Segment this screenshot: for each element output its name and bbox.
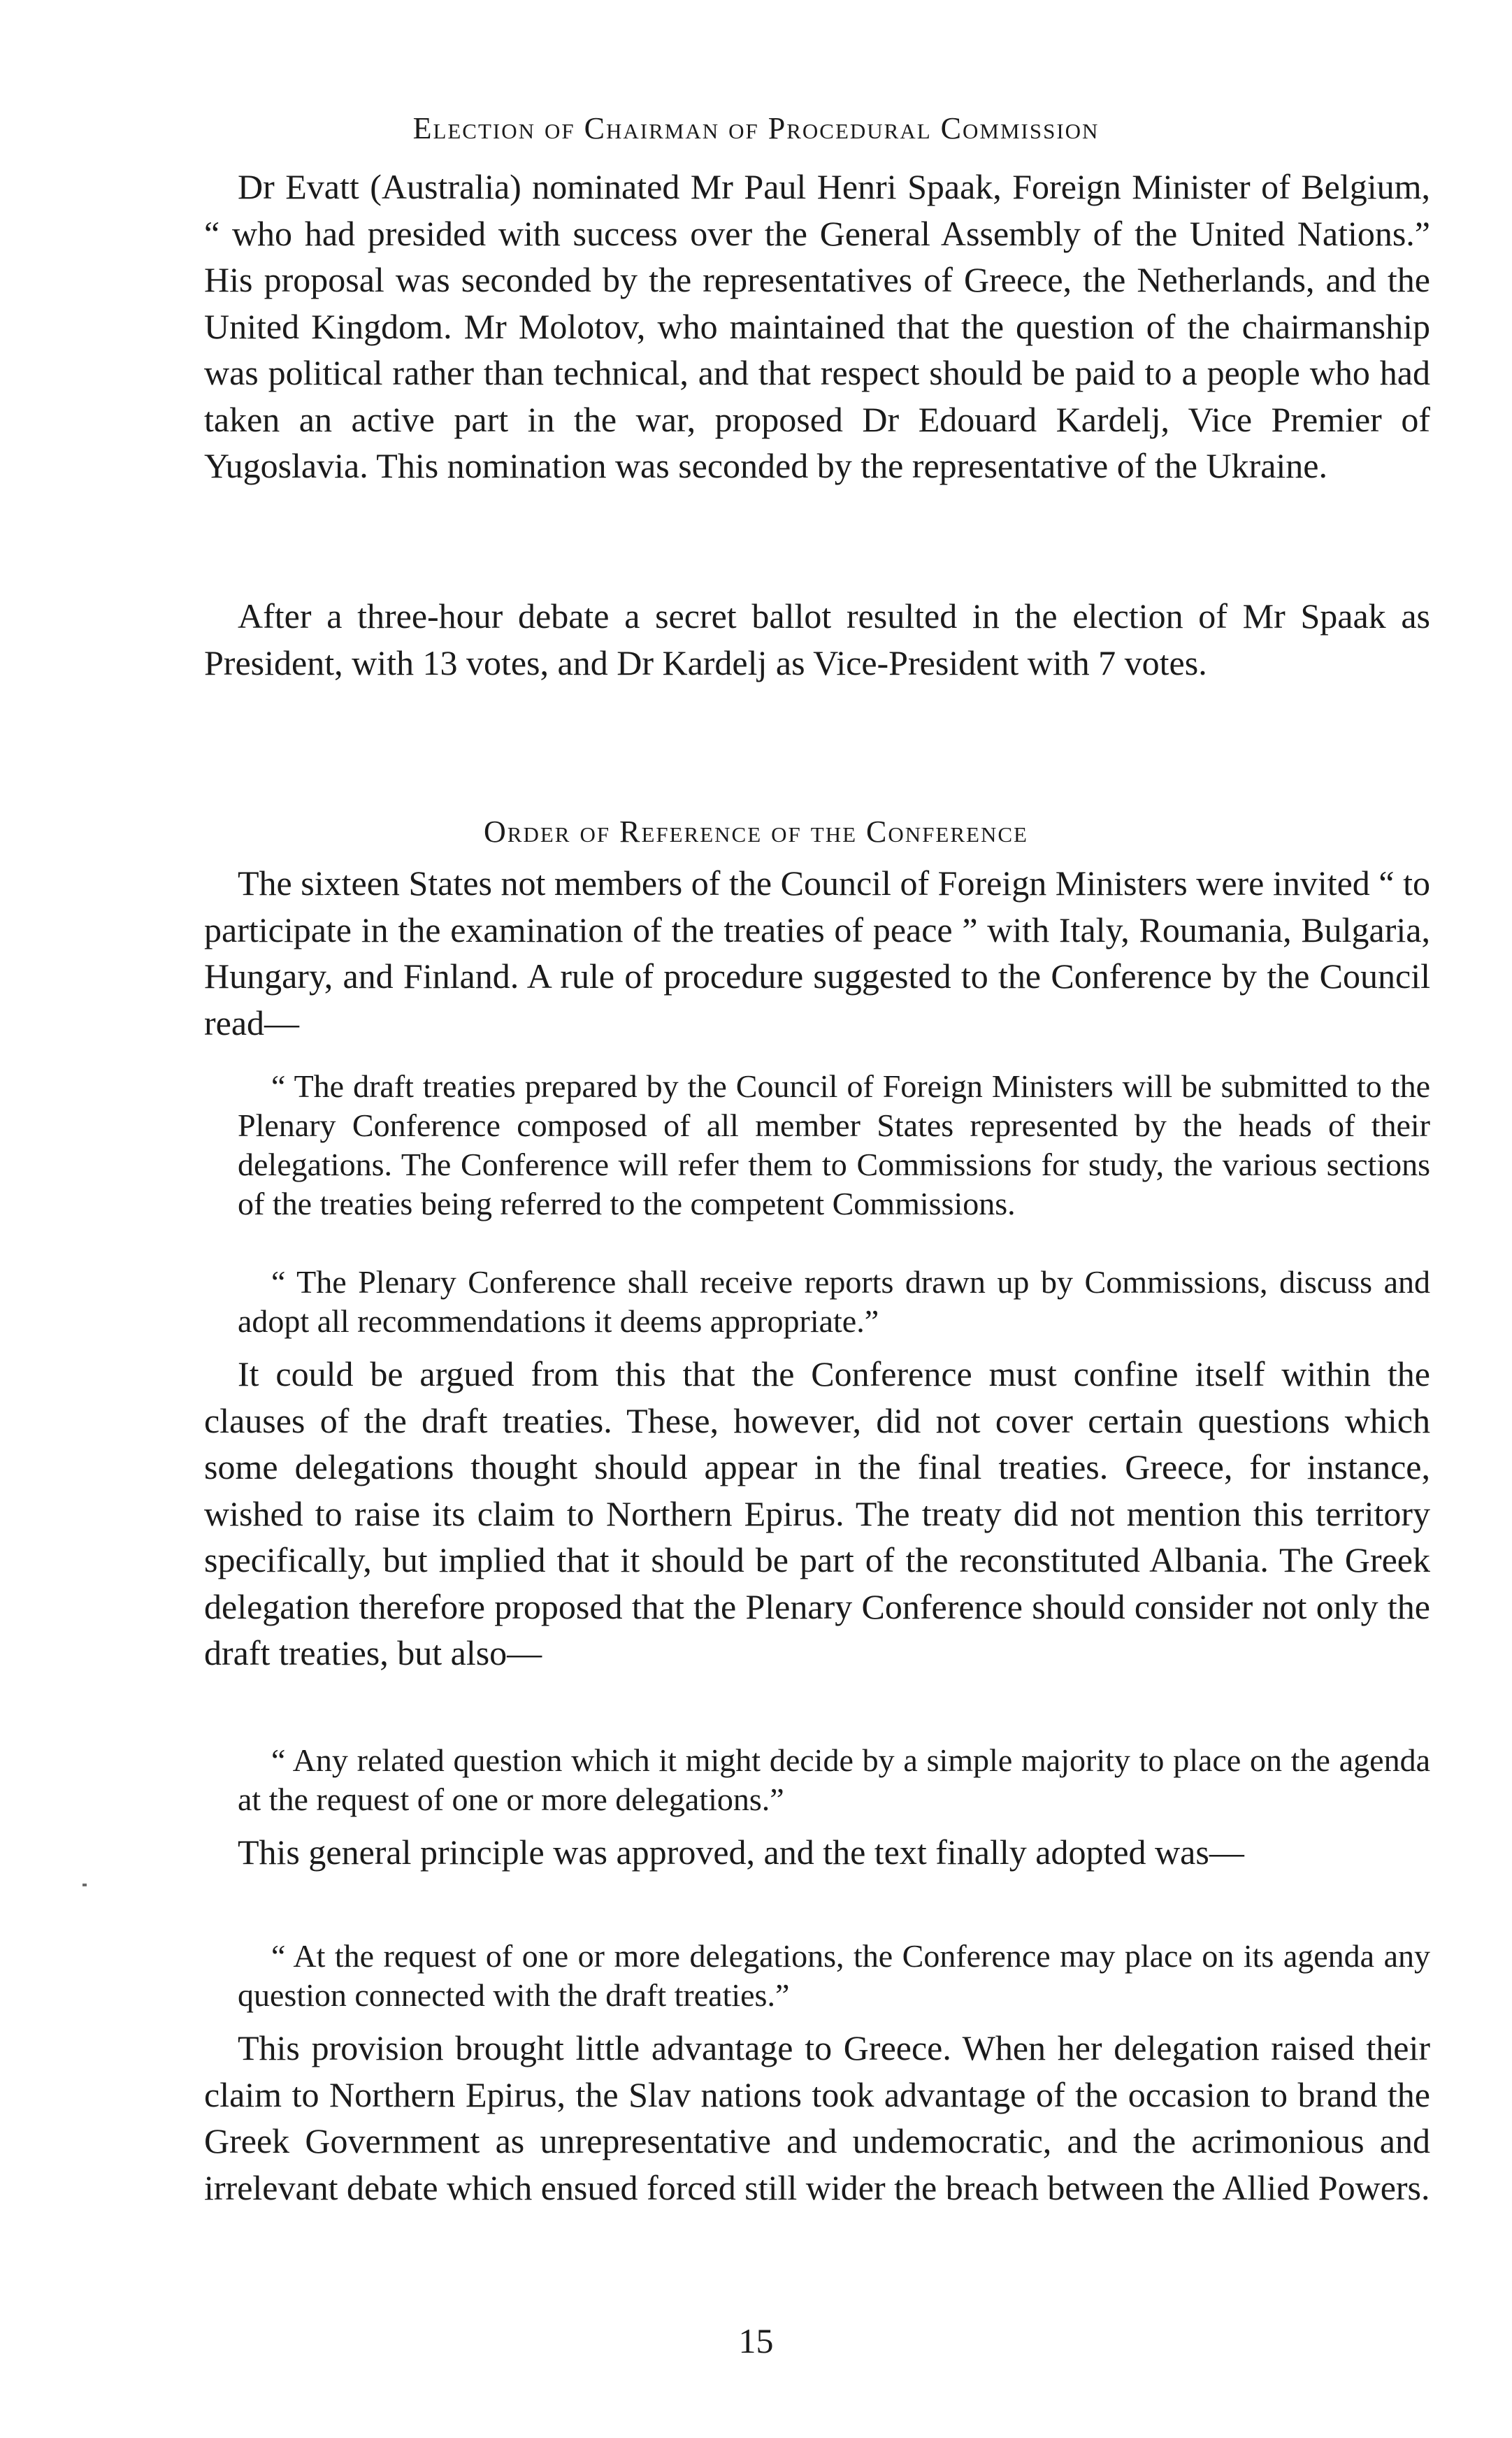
quote-adopted-text: “ At the request of one or more delegations, the Conference may place on its agenda any question connected with the draft treaties.” [238, 1938, 1430, 2013]
paragraph-greek-claim: It could be argued from this that the Conference must confine itself within the clauses of the draft treaties. These, however, did not cover certain questions which some delegations thought should appear in the final treaties. Greece, for instance, wished to raise its claim to Northern Epirus. The treaty did not mention this territory specifically, but implied that it should be part of the reconstituted Albania. The Greek delegation therefore proposed that the Plenary Conference should consider not only the draft treaties, but also— [204, 1354, 1430, 1672]
quote-plenary-conference-rule: “ The Plenary Conference shall receive reports drawn up by Commissions, discuss and adopt all recommendations it deems appropriate.” [238, 1264, 1430, 1339]
section-heading-order-of-reference: Order of Reference of the Conference [484, 815, 1028, 849]
paragraph-ballot-result: After a three-hour debate a secret ballot resulted in the election of Mr Spaak as President, with 13 votes, and Dr Kardelj as Vice-President with 7 votes. [204, 596, 1430, 682]
paragraph-nomination: Dr Evatt (Australia) nominated Mr Paul Henri Spaak, Foreign Minister of Belgium, “ who had presided with success over the General Assembly of the United Nations.” His proposal was seconded by the representatives of Greece, the Netherlands, and the United Kingdom. Mr Molotov, who maintained that the question of the chairmanship was political rather than technical, and that respect should be paid to a people who had taken an active part in the war, proposed Dr Edouard Kardelj, Vice Premier of Yugoslavia. This nomination was seconded by the representative of the Ukraine. [204, 167, 1430, 485]
paragraph-principle-approved: This general principle was approved, and the text finally adopted was— [238, 1833, 1244, 1872]
stray-ink-mark [82, 1884, 87, 1886]
page-number: 15 [738, 2321, 774, 2360]
quote-greek-proposal: “ Any related question which it might decide by a simple majority to place on the agenda at the request of one or more delegations.” [238, 1742, 1430, 1817]
paragraph-invitation: The sixteen States not members of the Council of Foreign Ministers were invited “ to participate in the examination of the treaties of peace ” with Italy, Roumania, Bulgaria, Hungary, and Finland. A rule of procedure suggested to the Conference by the Council read— [204, 863, 1430, 1042]
section-heading-election: Election of Chairman of Procedural Commission [412, 111, 1100, 145]
paragraph-provision-outcome: This provision brought little advantage to Greece. When her delegation raised their claim to Northern Epirus, the Slav nations took advantage of the occasion to brand the Greek Government as unrepresentative and undemocratic, and the acrimonious and irrelevant debate which ensued forced still wider the breach between the Allied Powers. [204, 2028, 1430, 2207]
quote-draft-treaties-rule: “ The draft treaties prepared by the Council of Foreign Ministers will be submitted to the Plenary Conference composed of all member States represented by the heads of their delegations. The Conference will refer them to Commissions for study, the various sections of the treaties being referred to the competent Commissions. [238, 1068, 1430, 1221]
